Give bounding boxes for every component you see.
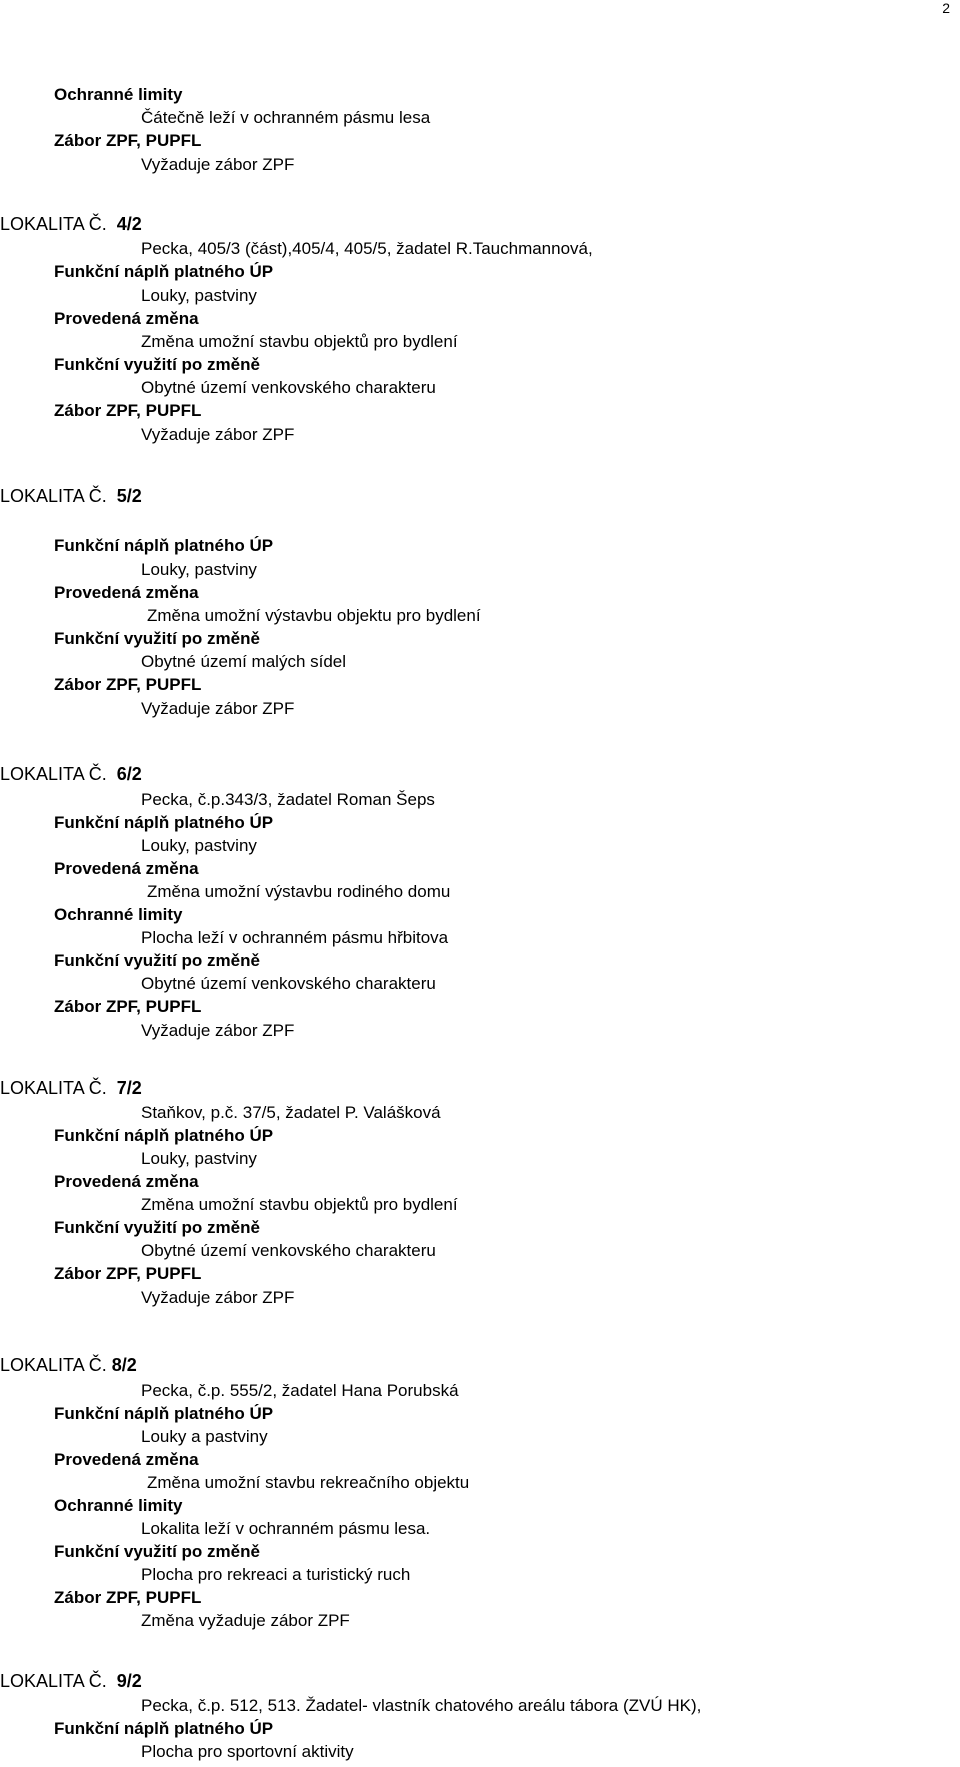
row-value: Změna umožní stavbu objektů pro bydlení: [141, 332, 458, 351]
row-label: Provedená změna: [54, 1172, 199, 1191]
row-label: Funkční využití po změně: [54, 951, 260, 970]
row-value: Změna umožní výstavbu objektu pro bydlení: [147, 606, 481, 625]
locality-number: 4/2: [116, 214, 142, 234]
row-value: Obytné území malých sídel: [141, 652, 347, 671]
row-value: Vyžaduje zábor ZPF: [141, 1021, 295, 1040]
locality-heading: [0, 1077, 142, 1099]
row-value: Louky, pastviny: [141, 1149, 257, 1168]
row-value: Louky, pastviny: [141, 286, 257, 305]
row-label: Funkční náplň platného ÚP: [54, 536, 274, 555]
row-value: Lokalita leží v ochranném pásmu lesa.: [141, 1519, 431, 1538]
row-value: Změna umožní stavbu objektů pro bydlení: [141, 1195, 458, 1214]
locality-heading: [0, 1670, 142, 1692]
row-value: Změna umožní výstavbu rodiného domu: [147, 882, 451, 901]
locality-heading: [0, 763, 142, 785]
row-value: Louky a pastviny: [141, 1427, 268, 1446]
row-label: Ochranné limity: [54, 1496, 183, 1515]
row-value: Obytné území venkovského charakteru: [141, 378, 436, 397]
row-value: Louky, pastviny: [141, 836, 257, 855]
row-label: Zábor ZPF, PUPFL: [54, 1588, 202, 1607]
locality-title: LOKALITA Č.: [0, 1671, 107, 1691]
locality-number: 8/2: [111, 1355, 137, 1375]
row-label: Provedená změna: [54, 859, 199, 878]
row-label: Funkční náplň platného ÚP: [54, 813, 274, 832]
row-label: Provedená změna: [54, 583, 199, 602]
locality-title: LOKALITA Č.: [0, 1078, 107, 1098]
intro-zabor-label: Zábor ZPF, PUPFL: [54, 131, 202, 150]
locality-heading: [0, 485, 142, 507]
row-label: Provedená změna: [54, 1450, 199, 1469]
locality-title: LOKALITA Č.: [0, 1355, 107, 1375]
row-label: Funkční náplň platného ÚP: [54, 1719, 274, 1738]
row-label: Zábor ZPF, PUPFL: [54, 675, 202, 694]
row-label: Provedená změna: [54, 309, 199, 328]
page-number: 2: [942, 0, 950, 16]
locality-number: 7/2: [116, 1078, 142, 1098]
row-value: Plocha pro sportovní aktivity: [141, 1742, 354, 1761]
row-value: Vyžaduje zábor ZPF: [141, 1288, 295, 1307]
row-value: Změna umožní stavbu rekreačního objektu: [147, 1473, 470, 1492]
row-label: Funkční využití po změně: [54, 355, 260, 374]
row-label: Zábor ZPF, PUPFL: [54, 997, 202, 1016]
row-label: Funkční využití po změně: [54, 629, 260, 648]
row-value: Plocha pro rekreaci a turistický ruch: [141, 1565, 411, 1584]
locality-info: Pecka, 405/3 (část),405/4, 405/5, žadatel R.Tauchmannová,: [141, 239, 593, 258]
locality-number: 6/2: [116, 764, 142, 784]
row-label: Funkční využití po změně: [54, 1542, 260, 1561]
row-label: Funkční náplň platného ÚP: [54, 1126, 274, 1145]
intro-zabor-value: Vyžaduje zábor ZPF: [141, 155, 295, 174]
locality-info: Staňkov, p.č. 37/5, žadatel P. Valášková: [141, 1103, 441, 1122]
locality-number: 9/2: [116, 1671, 142, 1691]
locality-heading: [0, 213, 142, 235]
locality-title: LOKALITA Č.: [0, 214, 107, 234]
locality-heading: [0, 1354, 137, 1376]
row-value: Změna vyžaduje zábor ZPF: [141, 1611, 350, 1630]
locality-info: Pecka, č.p. 512, 513. Žadatel- vlastník chatového areálu tábora (ZVÚ HK),: [141, 1696, 702, 1715]
row-label: Ochranné limity: [54, 905, 183, 924]
locality-info: Pecka, č.p.343/3, žadatel Roman Šeps: [141, 790, 435, 809]
locality-title: LOKALITA Č.: [0, 486, 107, 506]
row-value: Plocha leží v ochranném pásmu hřbitova: [141, 928, 449, 947]
locality-title: LOKALITA Č.: [0, 764, 107, 784]
locality-number: 5/2: [116, 486, 142, 506]
intro-ochranne-limity-label: Ochranné limity: [54, 85, 183, 104]
row-label: Zábor ZPF, PUPFL: [54, 401, 202, 420]
intro-ochranne-limity-value: Čátečně leží v ochranném pásmu lesa: [141, 108, 431, 127]
row-value: Vyžaduje zábor ZPF: [141, 699, 295, 718]
row-value: Vyžaduje zábor ZPF: [141, 425, 295, 444]
row-label: Funkční využití po změně: [54, 1218, 260, 1237]
row-value: Obytné území venkovského charakteru: [141, 1241, 436, 1260]
row-label: Zábor ZPF, PUPFL: [54, 1264, 202, 1283]
row-value: Obytné území venkovského charakteru: [141, 974, 436, 993]
row-label: Funkční náplň platného ÚP: [54, 1404, 274, 1423]
row-label: Funkční náplň platného ÚP: [54, 262, 274, 281]
row-value: Louky, pastviny: [141, 560, 257, 579]
locality-info: Pecka, č.p. 555/2, žadatel Hana Porubská: [141, 1381, 459, 1400]
